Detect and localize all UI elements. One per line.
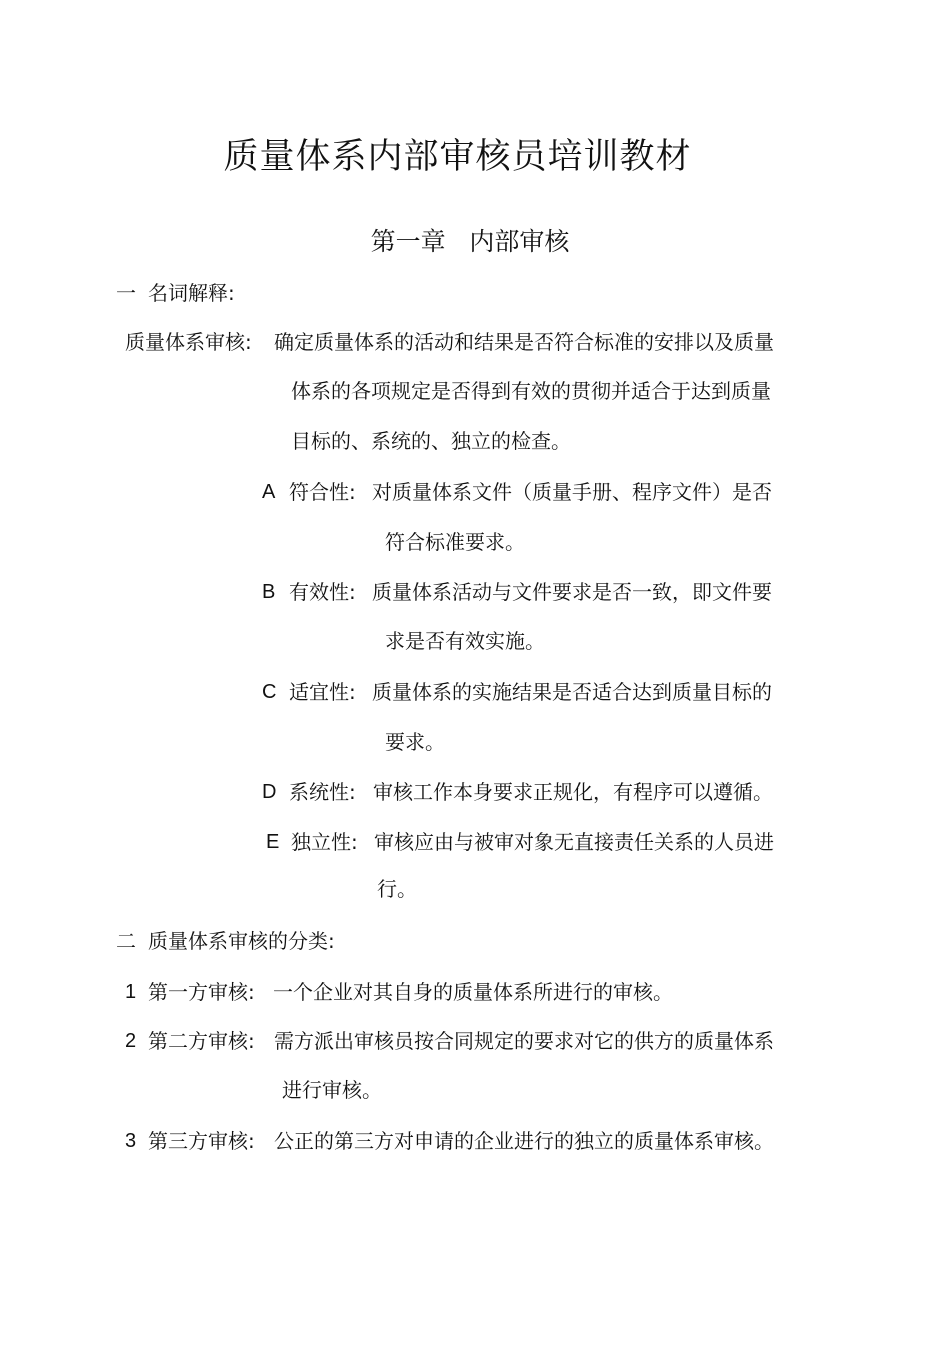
audit-type-2-mark: 2 — [125, 1030, 137, 1052]
audit-type-2-line-1: 需方派出审核员按合同规定的要求对它的供方的质量体系 — [274, 1029, 774, 1053]
definition-line-1: 确定质量体系的活动和结果是否符合标准的安排以及质量 — [274, 330, 774, 354]
audit-type-1-line-1: 一个企业对其自身的质量体系所进行的审核。 — [273, 980, 673, 1004]
section-1-mark: 一 — [116, 281, 136, 305]
audit-type-3-mark: 3 — [125, 1130, 137, 1152]
item-a-line-2: 符合标准要求。 — [385, 530, 525, 554]
audit-type-1-label: 第一方审核: — [148, 980, 255, 1004]
audit-type-3-label: 第三方审核: — [148, 1129, 255, 1153]
item-a-line-1: 对质量体系文件（质量手册、程序文件）是否 — [372, 480, 772, 504]
section-1-heading: 名词解释: — [148, 281, 235, 305]
item-b-line-2: 求是否有效实施。 — [385, 629, 545, 653]
audit-type-3-line-1: 公正的第三方对申请的企业进行的独立的质量体系审核。 — [274, 1129, 774, 1153]
audit-type-2-line-2: 进行审核。 — [282, 1078, 382, 1102]
definition-term: 质量体系审核: — [125, 330, 252, 354]
item-b-line-1: 质量体系活动与文件要求是否一致，即文件要 — [372, 580, 772, 604]
item-e-line-2: 行。 — [377, 877, 417, 901]
item-c-line-1: 质量体系的实施结果是否适合达到质量目标的 — [372, 680, 772, 704]
item-b-mark: B — [262, 581, 276, 603]
item-e-label: 独立性: — [291, 830, 358, 854]
item-e-mark: E — [266, 831, 280, 853]
item-a-mark: A — [262, 481, 276, 503]
item-c-mark: C — [262, 681, 277, 703]
item-d-label: 系统性: — [289, 780, 356, 804]
item-c-line-2: 要求。 — [385, 730, 445, 754]
section-2-mark: 二 — [116, 929, 136, 953]
item-c-label: 适宜性: — [289, 680, 356, 704]
definition-line-2: 体系的各项规定是否得到有效的贯彻并适合于达到质量 — [291, 379, 771, 403]
audit-type-2-label: 第二方审核: — [148, 1029, 255, 1053]
section-2-heading: 质量体系审核的分类: — [148, 929, 335, 953]
item-b-label: 有效性: — [289, 580, 356, 604]
document-title: 质量体系内部审核员培训教材 — [223, 137, 692, 177]
item-d-line-1: 审核工作本身要求正规化，有程序可以遵循。 — [373, 780, 773, 804]
item-d-mark: D — [262, 781, 277, 803]
chapter-heading: 第一章 内部审核 — [370, 227, 570, 256]
item-a-label: 符合性: — [289, 480, 356, 504]
audit-type-1-mark: 1 — [125, 981, 137, 1003]
item-e-line-1: 审核应由与被审对象无直接责任关系的人员进 — [374, 830, 774, 854]
definition-line-3: 目标的、系统的、独立的检查。 — [291, 429, 571, 453]
